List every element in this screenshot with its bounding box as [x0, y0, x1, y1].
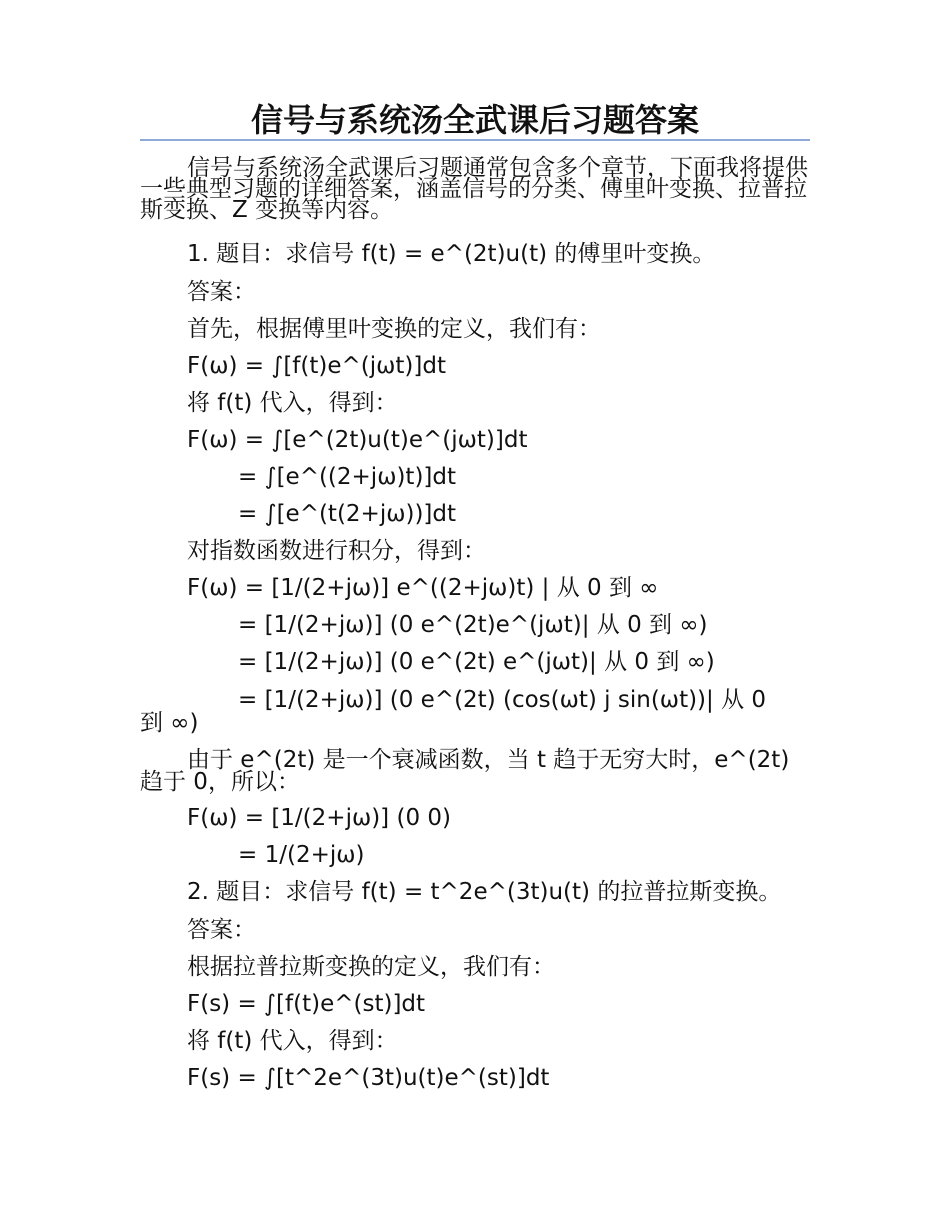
- formula-line: = ∫[e^((2+jω)t)]dt: [238, 464, 457, 490]
- formula-line: = [1/(2+jω)] (0 e^(2t)e^(jωt)| 从 0 到 ∞): [238, 612, 708, 638]
- formula-line: F(s) = ∫[f(t)e^(st)]dt: [187, 991, 426, 1017]
- formula-line: = [1/(2+jω)] (0 e^(2t) e^(jωt)| 从 0 到 ∞): [238, 649, 715, 675]
- problem-2-statement: 2. 题目：求信号 f(t) = t^2e^(3t)u(t) 的拉普拉斯变换。: [187, 879, 782, 905]
- formula-line: = 1/(2+jω): [238, 842, 365, 868]
- intro-paragraph: 信号与系统汤全武课后习题通常包含多个章节，下面我将提供一些典型习题的详细答案，涵盖信号的分类、傅里叶变换、拉普拉斯变换、Z 变换等内容。: [140, 155, 808, 223]
- answer-label: 答案：: [187, 917, 256, 943]
- formula-line: = ∫[e^(t(2+jω))]dt: [238, 501, 457, 527]
- formula-line: F(ω) = [1/(2+jω)] (0 0): [187, 805, 451, 831]
- formula-line-wrap: 到 ∞): [140, 710, 199, 736]
- formula-line: F(ω) = ∫[f(t)e^(jωt)]dt: [187, 353, 446, 379]
- text-line: 将 f(t) 代入，得到：: [187, 390, 398, 416]
- answer-label: 答案：: [187, 279, 256, 305]
- formula-line: F(s) = ∫[t^2e^(3t)u(t)e^(st)]dt: [187, 1065, 550, 1091]
- text-line: 将 f(t) 代入，得到：: [187, 1028, 398, 1054]
- formula-line: = [1/(2+jω)] (0 e^(2t) (cos(ωt) j sin(ωt))| 从 0: [238, 687, 767, 713]
- title-underline: [140, 139, 810, 141]
- text-line: 对指数函数进行积分，得到：: [187, 538, 486, 564]
- document-title: 信号与系统汤全武课后习题答案: [250, 101, 699, 139]
- formula-line: F(ω) = ∫[e^(2t)u(t)e^(jωt)]dt: [187, 427, 528, 453]
- formula-line: F(ω) = [1/(2+jω)] e^((2+jω)t) | 从 0 到 ∞: [187, 575, 659, 601]
- problem-1-statement: 1. 题目：求信号 f(t) = e^(2t)u(t) 的傅里叶变换。: [187, 241, 716, 267]
- text-line: 根据拉普拉斯变换的定义，我们有：: [187, 954, 555, 980]
- text-paragraph: 由于 e^(2t) 是一个衰减函数，当 t 趋于无穷大时，e^(2t) 趋于 0，所以：: [140, 747, 790, 795]
- text-line: 首先，根据傅里叶变换的定义，我们有：: [187, 316, 601, 342]
